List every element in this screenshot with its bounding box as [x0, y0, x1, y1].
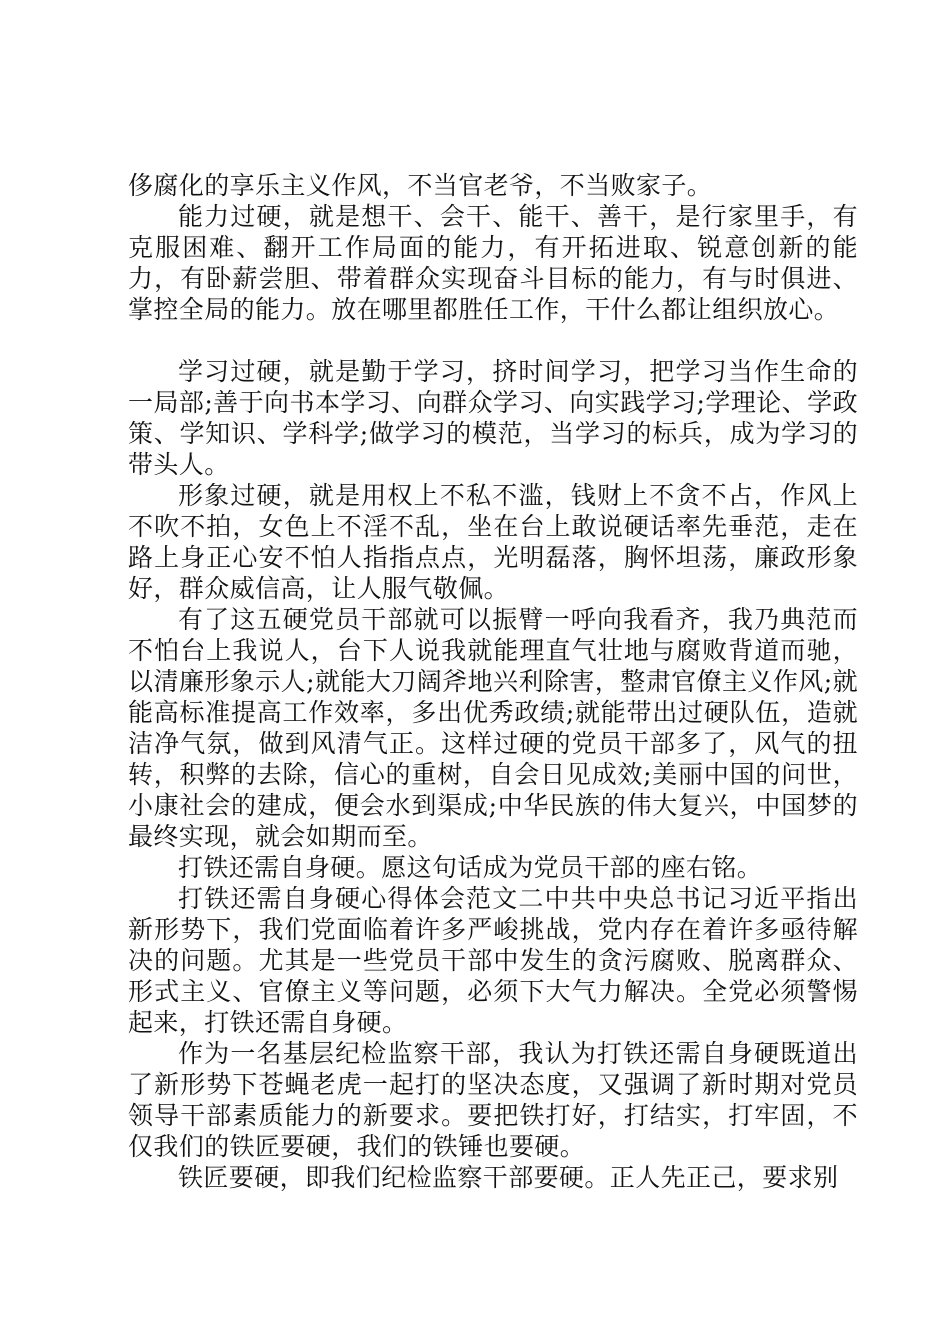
paragraph-6: 打铁还需自身硬。愿这句话成为党员干部的座右铭。	[178, 853, 763, 882]
paragraph-2: 能力过硬，就是想干、会干、能干、善干，是行家里手，有克服困难、翻开工作局面的能力，有开拓进取、锐意创新的能力，有卧薪尝胆、带着群众实现奋斗目标的能力，有与时俱进、掌控全局的能力。放在哪里都胜任工作，干什么都让组织放心。	[128, 202, 858, 324]
paragraph-1: 侈腐化的享乐主义作风，不当官老爷，不当败家子。	[128, 171, 713, 200]
paragraph-7: 打铁还需自身硬心得体会范文二中共中央总书记习近平指出新形势下，我们党面临着许多严峻挑战，党内存在着许多亟待解决的问题。尤其是一些党员干部中发生的贪污腐败、脱离群众、形式主义、官僚主义等问题，必须下大气力解决。全党必须警惕起来，打铁还需自身硬。	[128, 884, 858, 1037]
paragraph-5: 有了这五硬党员干部就可以振臂一呼向我看齐，我乃典范而不怕台上我说人，台下人说我就能理直气壮地与腐败背道而驰，以清廉形象示人;就能大刀阔斧地兴利除害，整肃官僚主义作风;就能高标准提高工作效率，多出优秀政绩;就能带出过硬队伍，造就洁净气氛，做到风清气正。这样过硬的党员干部多了，风气的扭转，积弊的去除，信心的重树，自会日见成效;美丽中国的问世，小康社会的建成，便会水到渠成;中华民族的伟大复兴，中国梦的最终实现，就会如期而至。	[128, 605, 858, 851]
paragraph-8: 作为一名基层纪检监察干部，我认为打铁还需自身硬既道出了新形势下苍蝇老虎一起打的坚决态度，又强调了新时期对党员领导干部素质能力的新要求。要把铁打好，打结实，打牢固，不仅我们的铁匠要硬，我们的铁锤也要硬。	[128, 1039, 858, 1161]
paragraph-3: 学习过硬，就是勤于学习，挤时间学习，把学习当作生命的一局部;善于向书本学习、向群众学习、向实践学习;学理论、学政策、学知识、学科学;做学习的模范，当学习的标兵，成为学习的带头人。	[128, 357, 858, 479]
document-body	[128, 170, 858, 1193]
paragraph-4: 形象过硬，就是用权上不私不滥，钱财上不贪不占，作风上不吹不拍，女色上不淫不乱，坐在台上敢说硬话率先垂范，走在路上身正心安不怕人指指点点，光明磊落，胸怀坦荡，廉政形象好，群众威信高，让人服气敬佩。	[128, 481, 858, 603]
paragraph-9: 铁匠要硬，即我们纪检监察干部要硬。正人先正己，要求别	[178, 1163, 839, 1192]
